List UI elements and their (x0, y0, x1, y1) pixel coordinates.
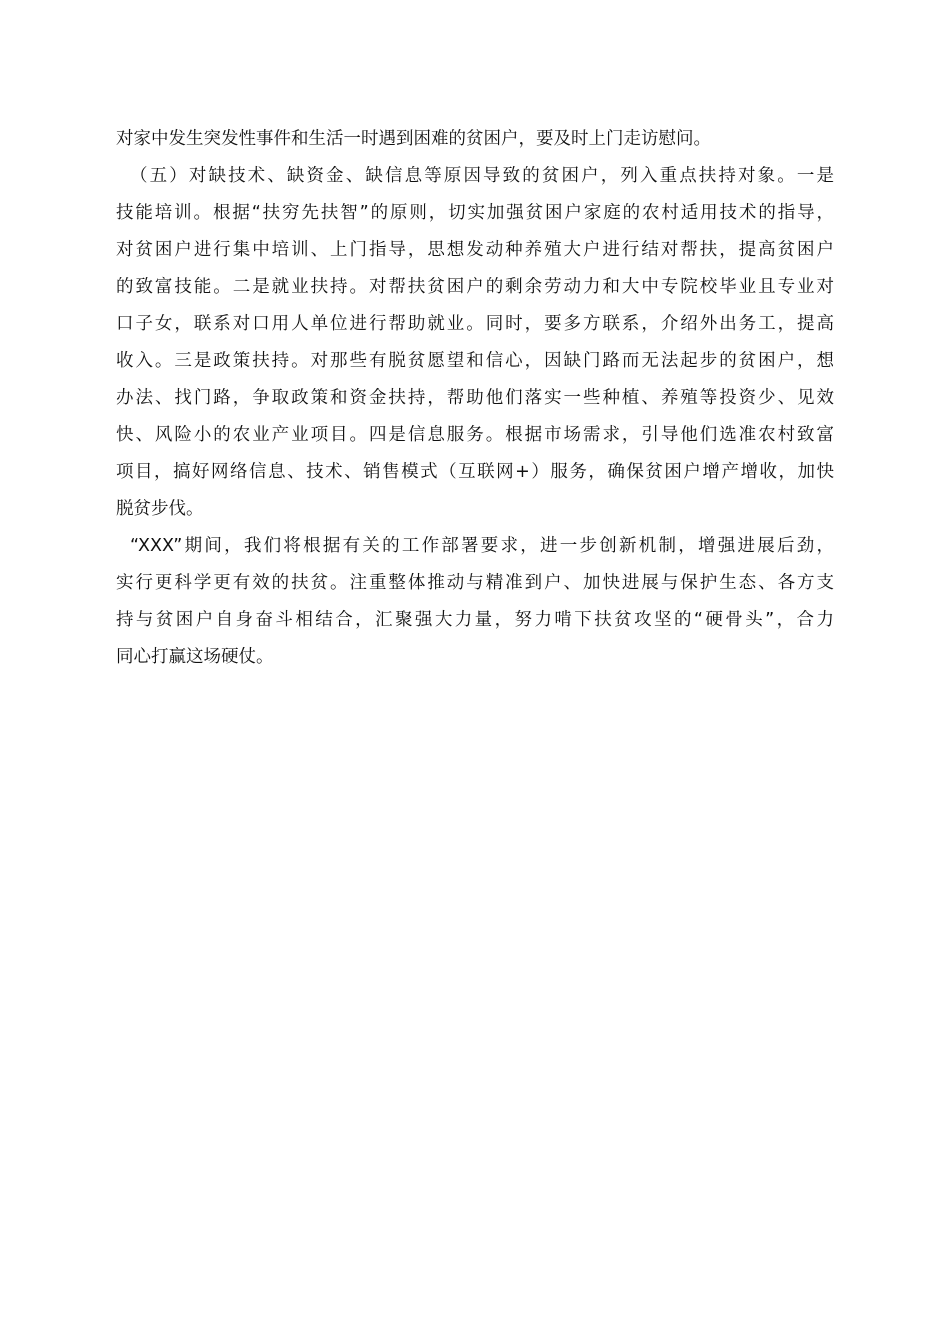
text-line: 口子女，联系对口用人单位进行帮助就业。同时，要多方联系，介绍外出务工，提高 (116, 314, 834, 334)
text-line: 办法、找门路，争取政策和资金扶持，帮助他们落实一些种植、养殖等投资少、见效 (116, 388, 834, 408)
text-line: 实行更科学更有效的扶贫。注重整体推动与精准到户、加快进展与保护生态、各方支 (116, 573, 834, 593)
text-line: “XXX”期间，我们将根据有关的工作部署要求，进一步创新机制，增强进展后劲， (130, 536, 834, 556)
text-line: 同心打赢这场硬仗。 (116, 647, 274, 667)
text-line: （五）对缺技术、缺资金、缺信息等原因导致的贫困户，列入重点扶持对象。一是 (130, 166, 834, 186)
text-line: 收入。三是政策扶持。对那些有脱贫愿望和信心，因缺门路而无法起步的贫困户，想 (116, 351, 834, 371)
document-body (116, 121, 834, 676)
text-line: 持与贫困户自身奋斗相结合，汇聚强大力量，努力啃下扶贫攻坚的“硬骨头”，合力 (116, 610, 834, 630)
text-line: 技能培训。根据“扶穷先扶智”的原则，切实加强贫困户家庭的农村适用技术的指导， (116, 203, 834, 223)
text-line: 对家中发生突发性事件和生活一时遇到困难的贫困户，要及时上门走访慰问。 (116, 129, 711, 149)
text-line: 项目，搞好网络信息、技术、销售模式（互联网+）服务，确保贫困户增产增收，加快 (116, 462, 834, 482)
text-line: 对贫困户进行集中培训、上门指导，思想发动种养殖大户进行结对帮扶，提高贫困户 (116, 240, 834, 260)
text-line: 快、风险小的农业产业项目。四是信息服务。根据市场需求，引导他们选准农村致富 (116, 425, 834, 445)
text-line: 的致富技能。二是就业扶持。对帮扶贫困户的剩余劳动力和大中专院校毕业且专业对 (116, 277, 834, 297)
text-line: 脱贫步伐。 (116, 499, 204, 519)
